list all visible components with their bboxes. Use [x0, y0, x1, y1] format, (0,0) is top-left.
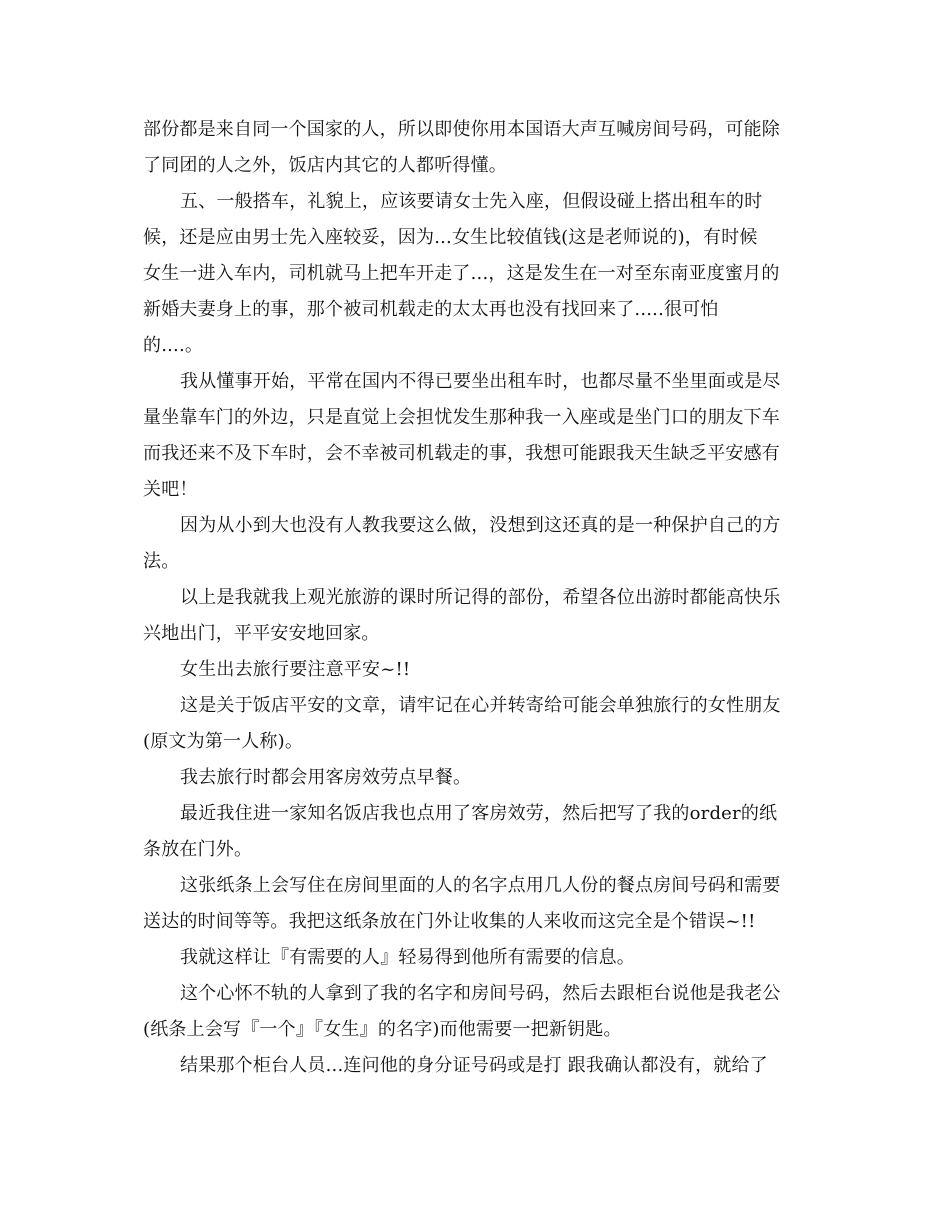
- text-line: 部份都是来自同一个国家的人，所以即使你用本国语大声互喊房间号码，可能除: [143, 119, 780, 140]
- paragraph-start-line: 我从懂事开始，平常在国内不得已要坐出租车时，也都尽量不坐里面或是尽: [180, 371, 781, 392]
- text-line: 候，还是应由男士先入座较妥，因为...女生比较值钱(这是老师说的)，有时候: [143, 227, 758, 248]
- text-line: 法。: [143, 551, 180, 572]
- text-line: (原文为第一人称)。: [143, 731, 304, 752]
- paragraph-start-line: 因为从小到大也没有人教我要这么做，没想到这还真的是一种保护自己的方: [180, 515, 781, 536]
- paragraph-start-line: 这张纸条上会写住在房间里面的人的名字点用几人份的餐点房间号码和需要: [180, 875, 781, 896]
- text-line: 兴地出门，平平安安地回家。: [143, 623, 380, 644]
- paragraph-start-line: 以上是我就我上观光旅游的课时所记得的部份，希望各位出游时都能高快乐: [180, 587, 781, 608]
- paragraph-start-line: 五、一般搭车，礼貌上，应该要请女士先入座，但假设碰上搭出租车的时: [180, 191, 763, 212]
- text-line: 新婚夫妻身上的事，那个被司机载走的太太再也没有找回来了.....很可怕: [143, 299, 719, 320]
- paragraph-start-line: 最近我住进一家知名饭店我也点用了客房效劳，然后把写了我的order的纸: [180, 803, 778, 824]
- paragraph-start-line: 我就这样让『有需要的人』轻易得到他所有需要的信息。: [180, 947, 635, 968]
- text-line: (纸条上会写『一个』『女生』的名字)而他需要一把新钥匙。: [143, 1019, 622, 1040]
- text-line: 了同团的人之外，饭店内其它的人都听得懂。: [143, 155, 507, 176]
- text-line: 送达的时间等等。我把这纸条放在门外让收集的人来收而这完全是个错误~!!: [143, 911, 756, 932]
- paragraph-start-line: 这是关于饭店平安的文章，请牢记在心并转寄给可能会单独旅行的女性朋友: [180, 695, 781, 716]
- text-line: 量坐靠车门的外边，只是直觉上会担忧发生那种我一入座或是坐门口的朋友下车: [143, 407, 780, 428]
- paragraph-start-line: 结果那个柜台人员...连问他的身分证号码或是打 跟我确认都没有，就给了: [180, 1055, 768, 1076]
- paragraph-start-line: 女生出去旅行要注意平安~!!: [180, 659, 411, 680]
- text-line: 条放在门外。: [143, 839, 253, 860]
- text-line: 而我还来不及下车时，会不幸被司机载走的事，我想可能跟我天生缺乏平安感有: [143, 443, 780, 464]
- text-line: 关吧！: [143, 479, 198, 500]
- text-line: 的....。: [143, 335, 204, 356]
- paragraph-start-line: 我去旅行时都会用客房效劳点早餐。: [180, 767, 472, 788]
- paragraph-start-line: 这个心怀不轨的人拿到了我的名字和房间号码，然后去跟柜台说他是我老公: [180, 983, 781, 1004]
- text-line: 女生一进入车内，司机就马上把车开走了...，这是发生在一对至东南亚度蜜月的: [143, 263, 780, 284]
